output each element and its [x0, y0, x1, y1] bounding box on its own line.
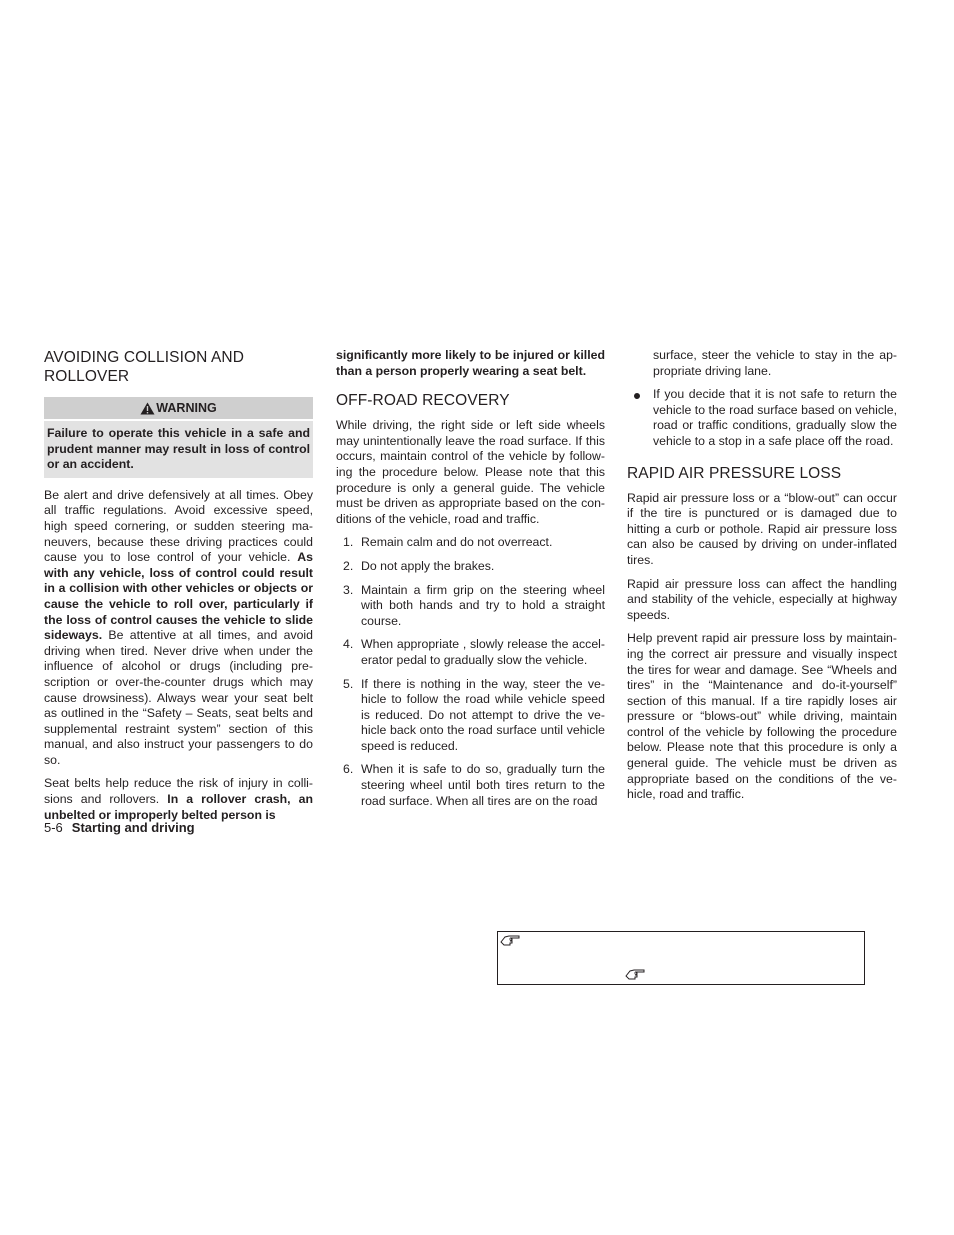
warning-title: WARNING	[156, 401, 217, 415]
list-item-text: When it is safe to do so, gradually turn the steering wheel until both tires return to the road surface. When all tires are on the road	[361, 762, 605, 808]
section-heading-rapid-air-pressure-loss: RAPID AIR PRESSURE LOSS	[627, 464, 842, 482]
pointing-hand-icon	[625, 968, 645, 980]
paragraph-bold-text: As with any vehicle, loss of control could result in a collision with other vehicles or objects or cause the vehicle to roll over, particularly if the loss of control causes the vehicle to slide sideways.	[44, 550, 314, 643]
list-number: 3.	[343, 582, 354, 597]
list-number: 5.	[343, 676, 354, 691]
list-number: 6.	[343, 762, 354, 777]
list-number: 2.	[343, 558, 354, 573]
section-heading-avoiding-collision: AVOIDING COLLISION AND ROLLOVER	[44, 349, 245, 385]
list-number: 1.	[343, 535, 354, 550]
list-item-text: Remain calm and do not overreact.	[361, 535, 553, 550]
paragraph-text: Be attentive at all times, and avoid driving when tired. Never drive when under the influence of alcohol or drugs (including pre-scription or over-the-counter drugs which may cause drowsiness). Always wear your seat belt as outlined in the “Safety – Seats, seat belts and supplemental restraint system” section of this manual, and also instruct your passengers to do so.	[44, 628, 314, 767]
section-heading-off-road-recovery: OFF-ROAD RECOVERY	[336, 392, 510, 410]
list-item	[336, 583, 605, 630]
list-number: 4.	[343, 637, 354, 652]
bullet-text: If you decide that it is not safe to return the vehicle to the road surface based on vehicle, road or traffic conditions, gradually slow the vehicle to a stop in a safe place off the road.	[653, 387, 897, 448]
page-number: 5-6	[44, 820, 63, 835]
paragraph-off-road-intro: While driving, the right side or left side wheels may unintentionally leave the road surface. If this occurs, maintain control of the vehicle by follow-ing the procedure below. Please note that this procedure is only a general guide. The vehicle must be driven as appropriate based on the con-ditions of the vehicle, road and traffic.	[336, 418, 605, 526]
list-item	[336, 762, 605, 809]
list-item	[336, 535, 605, 551]
recovery-steps-list	[336, 535, 605, 809]
warning-triangle-icon	[140, 402, 155, 415]
column-1	[44, 348, 313, 831]
bullet-item	[627, 387, 897, 449]
list-item-continued: surface, steer the vehicle to stay in the ap-propriate driving lane.	[653, 348, 897, 378]
warning-text: Failure to operate this vehicle in a safe and prudent manner may result in loss of control or an accident.	[44, 421, 313, 478]
list-item-text: If there is nothing in the way, steer the ve-hicle to follow the road while vehicle speed is reduced. Do not attempt to drive the ve-hicle back onto the road surface until vehicle speed is reduced.	[361, 676, 605, 753]
list-item-text: Do not apply the brakes.	[361, 558, 495, 573]
list-item	[336, 637, 605, 668]
section-title: Starting and driving	[71, 820, 195, 835]
column-2	[336, 348, 605, 817]
reference-box	[497, 931, 865, 985]
paragraph-prevent: Help prevent rapid air pressure loss by maintain-ing the correct air pressure and visually inspect the tires for wear and damage. See “Wheels and tires” in the “Maintenance and do-it-yourself” section of this manual. If a tire rapidly loses air pressure or “blows-out” while driving, maintain control of the vehicle by following the procedure below. Please note that this procedure is only a general guide. The vehicle must be driven as appropriate based on the conditions of the ve-hicle, road and traffic.	[627, 631, 897, 802]
column-3	[627, 348, 897, 811]
list-item	[336, 559, 605, 575]
list-item-text: Maintain a firm grip on the steering wheel with both hands and try to hold a straight course.	[361, 582, 605, 628]
list-item	[336, 677, 605, 755]
page-footer	[44, 820, 195, 836]
warning-header	[44, 397, 313, 419]
list-item-text: When appropriate , slowly release the accel-erator pedal to gradually slow the vehicle.	[361, 637, 605, 667]
paragraph-handling: Rapid air pressure loss can affect the handling and stability of the vehicle, especially at highway speeds.	[627, 576, 897, 622]
bullet-icon	[634, 393, 640, 399]
paragraph-bold-text: In a rollover crash, an unbelted or improperly belted person is	[44, 792, 313, 822]
paragraph-text: Seat belts help reduce the risk of injury in colli-sions and rollovers.	[44, 776, 313, 807]
paragraph-seat-belts	[44, 776, 313, 823]
paragraph-bold-text: significantly more likely to be injured or killed than a person properly wearing a seat belt.	[336, 348, 605, 378]
paragraph-blowout: Rapid air pressure loss or a “blow-out” can occur if the tire is punctured or is damaged due to hitting a curb or pothole. Rapid air pressure loss can also be caused by driving on under-inflated tires.	[627, 490, 897, 567]
paragraph-continued	[336, 348, 605, 379]
paragraph-text: Be alert and drive defensively at all times. Obey all traffic regulations. Avoid excessive speed, high speed cornering, or sudden steering ma-neuvers, because these driving practices could cause you to lose control of your vehicle.	[44, 487, 313, 565]
bullet-list	[627, 387, 897, 449]
pointing-hand-icon	[500, 934, 520, 946]
paragraph-drive-defensively	[44, 488, 313, 769]
